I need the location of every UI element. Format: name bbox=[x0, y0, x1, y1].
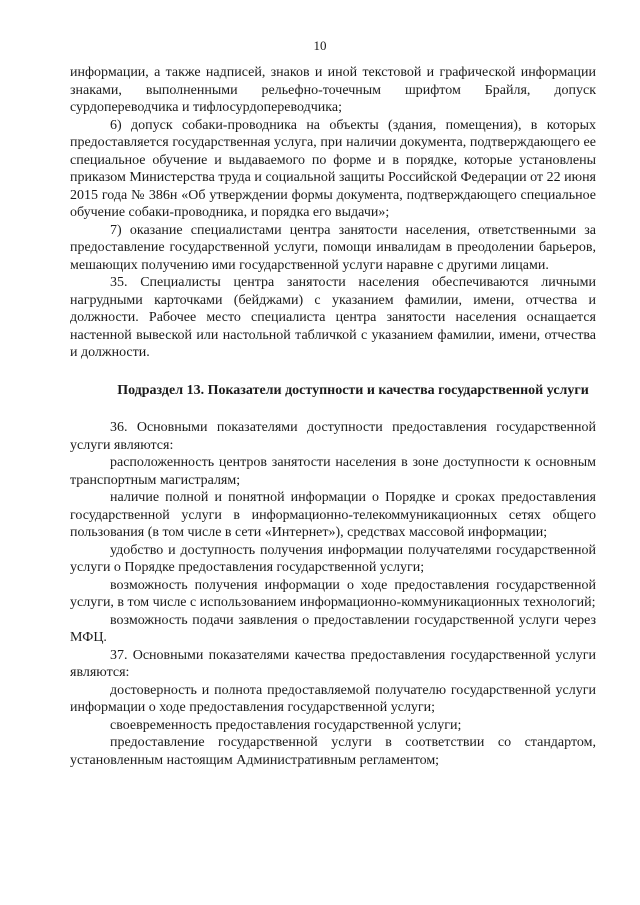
paragraph: расположенность центров занятости населения в зоне доступности к основным транспортным магистралям; bbox=[70, 455, 596, 488]
top-paragraphs bbox=[70, 64, 596, 362]
paragraph: возможность получения информации о ходе предоставления государственной услуги, в том числе с использованием информационно-коммуникационных технологий; bbox=[70, 577, 596, 610]
paragraph: удобство и доступность получения информации получателями государственной услуги о Порядке предоставления государственной услуги; bbox=[70, 542, 596, 575]
document-body bbox=[70, 64, 596, 769]
page-number: 10 bbox=[313, 38, 327, 53]
paragraph: 36. Основными показателями доступности предоставления государственной услуги являются: bbox=[70, 420, 596, 453]
paragraph: информации, а также надписей, знаков и иной текстовой и графической информации знаками, выполненными рельефно-точечным шрифтом Брайля, допуск сурдопереводчика и тифлосурдопереводчика; bbox=[70, 65, 596, 115]
paragraph: предоставление государственной услуги в соответствии со стандартом, установленным настоящим Административным регламентом; bbox=[70, 735, 596, 768]
paragraph: возможность подачи заявления о предоставлении государственной услуги через МФЦ. bbox=[70, 612, 596, 645]
paragraph: наличие полной и понятной информации о Порядке и сроках предоставления государственной услуги в информационно-телекоммуникационных сетях общего пользования (в том числе в сети «Интернет»), средствах массовой информации; bbox=[70, 490, 596, 540]
paragraph: 6) допуск собаки-проводника на объекты (здания, помещения), в которых предоставляется государственная услуга, при наличии документа, подтверждающего ее специальное обучение и выдаваемого по форме и в порядке, которые установлены приказом Министерства труда и социальной защиты Российской Федерации от 22 июня 2015 года № 386н «Об утверждении формы документа, подтверждающего специальное обучение собаки-проводника, и порядка его выдачи»; bbox=[70, 117, 596, 220]
subsection-heading: Подраздел 13. Показатели доступности и качества государственной услуги bbox=[117, 382, 589, 398]
paragraph: своевременность предоставления государственной услуги; bbox=[110, 717, 462, 733]
paragraph: 37. Основными показателями качества предоставления государственной услуги являются: bbox=[70, 647, 596, 680]
paragraph: достоверность и полнота предоставляемой получателю государственной услуги информации о ходе предоставления государственной услуги; bbox=[70, 682, 596, 715]
bottom-paragraphs bbox=[70, 419, 596, 769]
paragraph: 7) оказание специалистами центра занятости населения, ответственными за предоставление государственной услуги, помощи инвалидам в преодолении барьеров, мешающих получению ими государственной услуги наравне с другими лицами. bbox=[70, 222, 596, 273]
paragraph: 35. Специалисты центра занятости населения обеспечиваются личными нагрудными карточками (бейджами) с указанием фамилии, имени, отчества и должности. Рабочее место специалиста центра занятости населения оснащается настенной вывеской или настольной табличкой с указанием фамилии, имени, отчества и должности. bbox=[70, 275, 596, 360]
